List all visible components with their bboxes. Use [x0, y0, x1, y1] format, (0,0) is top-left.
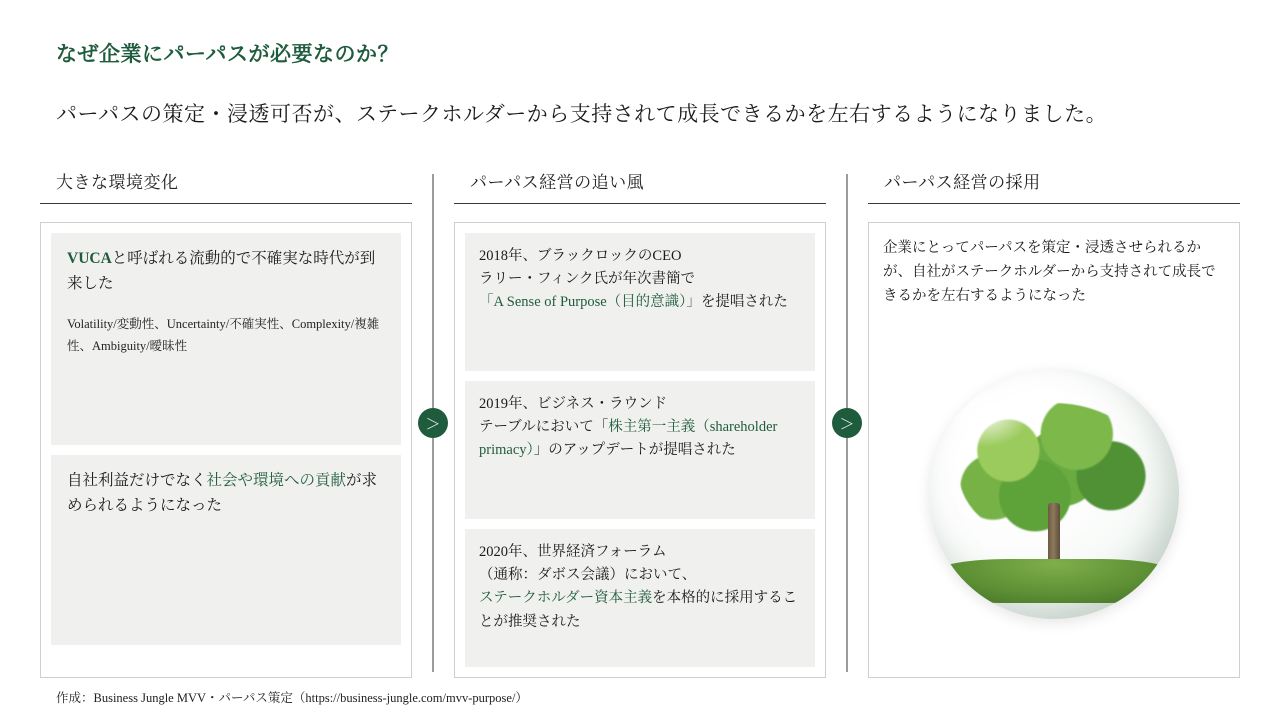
page-subtitle: パーパスの策定・浸透可否が、ステークホルダーから支持されて成長できるかを左右するようになりました。 [56, 102, 1108, 126]
card-2019-line3: 」のアップデートが提唱された [533, 442, 736, 459]
arrow-right-icon-1: ＞ [418, 408, 448, 438]
card-2020-line3: を本格的に採用することが推奨された [479, 590, 798, 630]
card-2020-quote: ステークホルダー資本主義 [479, 590, 653, 607]
column-tailwind [454, 168, 826, 678]
arrow-divider-2 [826, 168, 868, 678]
card-social-part-a: 自社利益だけでなく [67, 472, 207, 489]
card-vuca [51, 233, 401, 445]
arrow-right-icon-2: ＞ [832, 408, 862, 438]
illustration-wrap [883, 321, 1225, 663]
columns-container [40, 168, 1240, 678]
column-1-panel [40, 222, 412, 678]
column-adoption [868, 168, 1240, 678]
page-title: なぜ企業にパーパスが必要なのか？ [56, 42, 399, 66]
card-2019-line2: テーブルにおいて「 [479, 419, 609, 436]
grass-base [929, 559, 1179, 603]
sphere-highlight [953, 391, 1031, 447]
card-business-roundtable-2019 [465, 381, 815, 519]
column-3-panel [868, 222, 1240, 678]
column-1-rule [40, 203, 412, 204]
card-social-contribution [51, 455, 401, 645]
column-environment-change [40, 168, 412, 678]
card-social-part-b: が求められるようになった [67, 472, 378, 514]
column-1-title: 大きな環境変化 [56, 173, 179, 192]
tree-in-glass-sphere-icon [929, 369, 1179, 619]
card-2018-line2: ラリー・フィンク氏が年次書簡で [479, 271, 696, 288]
card-2020-line1: 2020年、世界経済フォーラム [479, 544, 667, 560]
card-2019-quote: 株主第一主義（shareholder primacy） [479, 419, 778, 459]
card-davos-2020 [465, 529, 815, 667]
column-2-rule [454, 203, 826, 204]
card-social-contribution-text [67, 469, 385, 519]
column-2-panel [454, 222, 826, 678]
card-2018-line3: を提唱された [700, 294, 788, 311]
column-2-title: パーパス経営の追い風 [470, 173, 645, 192]
card-vuca-lead [67, 247, 385, 297]
card-2018-quote: 「A Sense of Purpose（目的意識）」 [479, 294, 701, 311]
card-vuca-term: VUCA [67, 250, 112, 267]
card-2020-line2: （通称：ダボス会議）において、 [479, 567, 697, 584]
card-vuca-expansion: Volatility/変動性、Uncertainty/不確実性、Complexity/複雑性、Ambiguity/曖昧性 [67, 316, 380, 354]
card-2019-line1: 2019年、ビジネス・ラウンド [479, 396, 668, 412]
card-vuca-rest: と呼ばれる流動的で不確実な時代が到来した [67, 250, 376, 292]
column-3-rule [868, 203, 1240, 204]
card-blackrock-2018 [465, 233, 815, 371]
adoption-description: 企業にとってパーパスを策定・浸透させられるかが、自社がステークホルダーから支持されて成長できるかを左右するようになった [883, 240, 1216, 304]
source-credit: 作成：Business Jungle MVV・パーパス策定（https://business-jungle.com/mvv-purpose/） [56, 691, 528, 705]
column-3-title: パーパス経営の採用 [884, 173, 1041, 192]
arrow-divider-1 [412, 168, 454, 678]
card-social-part-green: 社会や環境への貢献 [206, 472, 347, 489]
card-2018-line1: 2018年、ブラックロックのCEO [479, 248, 682, 264]
